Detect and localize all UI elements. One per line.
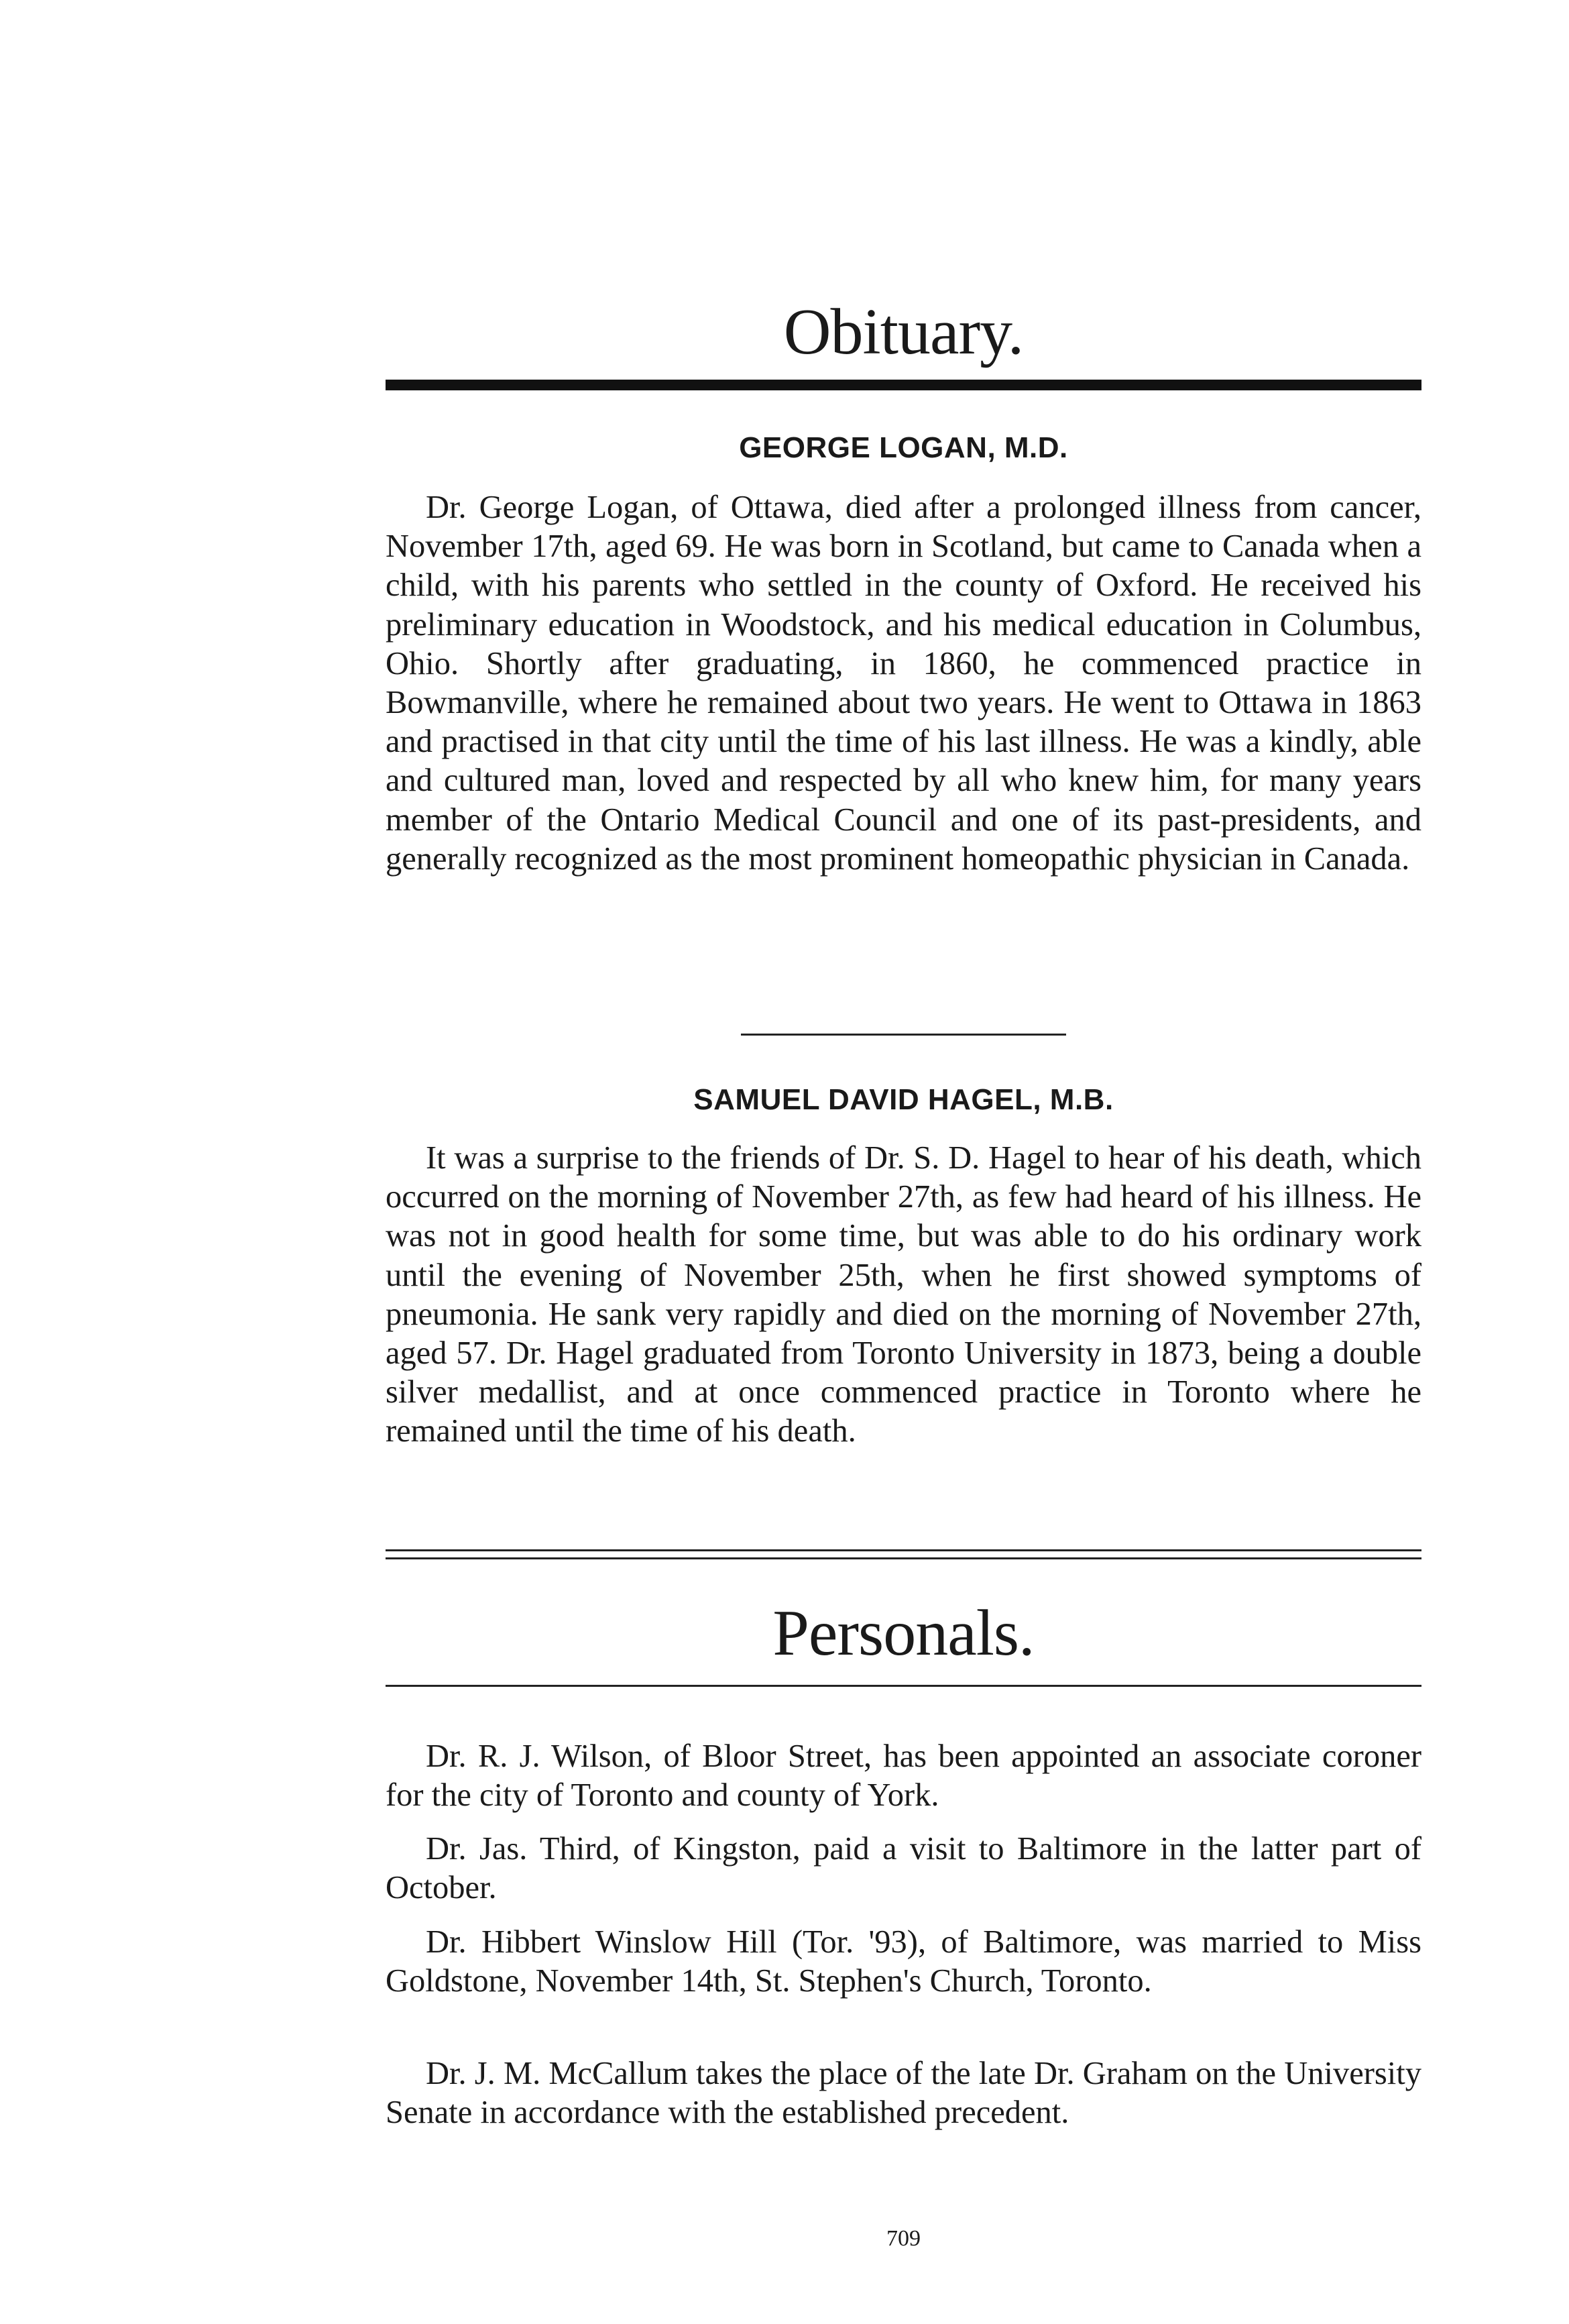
personal-item-wilson: Dr. R. J. Wilson, of Bloor Street, has been appointed an associate coroner for the city of Toronto and county of York. xyxy=(386,1738,1421,1813)
personals-title: Personals. xyxy=(772,1597,1035,1669)
page-number: 709 xyxy=(886,2226,921,2251)
personal-item-mccallum: Dr. J. M. McCallum takes the place of the late Dr. Graham on the University Senate in accordance with the established precedent. xyxy=(386,2056,1421,2130)
obituary-title: Obituary. xyxy=(783,296,1024,368)
personals-rule xyxy=(386,1685,1421,1687)
obituary-text-hagel: It was a surprise to the friends of Dr. S. D. Hagel to hear of his death, which occurred on the morning of November 27th, as few had heard of his illness. He was not in good health for some time, but was able to do his ordinary work until the evening of November 25th, when he first showed symptoms of pneumonia. He sank very rapidly and died on the morning of November 27th, aged 57. Dr. Hagel graduated from Toronto University in 1873, being a double silver medallist, and at once commenced practice in Toronto where he remained until the time of his death. xyxy=(386,1140,1421,1449)
obituary-heavy-rule xyxy=(386,380,1421,390)
personal-item-third: Dr. Jas. Third, of Kingston, paid a visit to Baltimore in the latter part of October. xyxy=(386,1831,1421,1905)
personal-item-hill: Dr. Hibbert Winslow Hill (Tor. '93), of Baltimore, was married to Miss Goldstone, November 14th, St. Stephen's Church, Toronto. xyxy=(386,1924,1421,1999)
entry-heading-logan: GEORGE LOGAN, M.D. xyxy=(739,431,1068,464)
entry-separator-rule xyxy=(741,1034,1066,1036)
entry-heading-hagel: SAMUEL DAVID HAGEL, M.B. xyxy=(693,1083,1114,1116)
section-double-rule-bottom xyxy=(386,1557,1421,1559)
obituary-text-logan: Dr. George Logan, of Ottawa, died after a prolonged illness from cancer, November 17th, aged 69. He was born in Scotland, but came to Canada when a child, with his parents who settled in the county of Oxford. He received his preliminary education in Woodstock, and his medical education in Columbus, Ohio. Shortly after graduating, in 1860, he commenced practice in Bowmanville, where he remained about two years. He went to Ottawa in 1863 and practised in that city until the time of his last illness. He was a kindly, able and cultured man, loved and respected by all who knew him, for many years member of the Ontario Medical Council and one of its past-presidents, and generally recognized as the most prominent homeopathic physician in Canada. xyxy=(386,490,1421,877)
section-double-rule-top xyxy=(386,1549,1421,1551)
